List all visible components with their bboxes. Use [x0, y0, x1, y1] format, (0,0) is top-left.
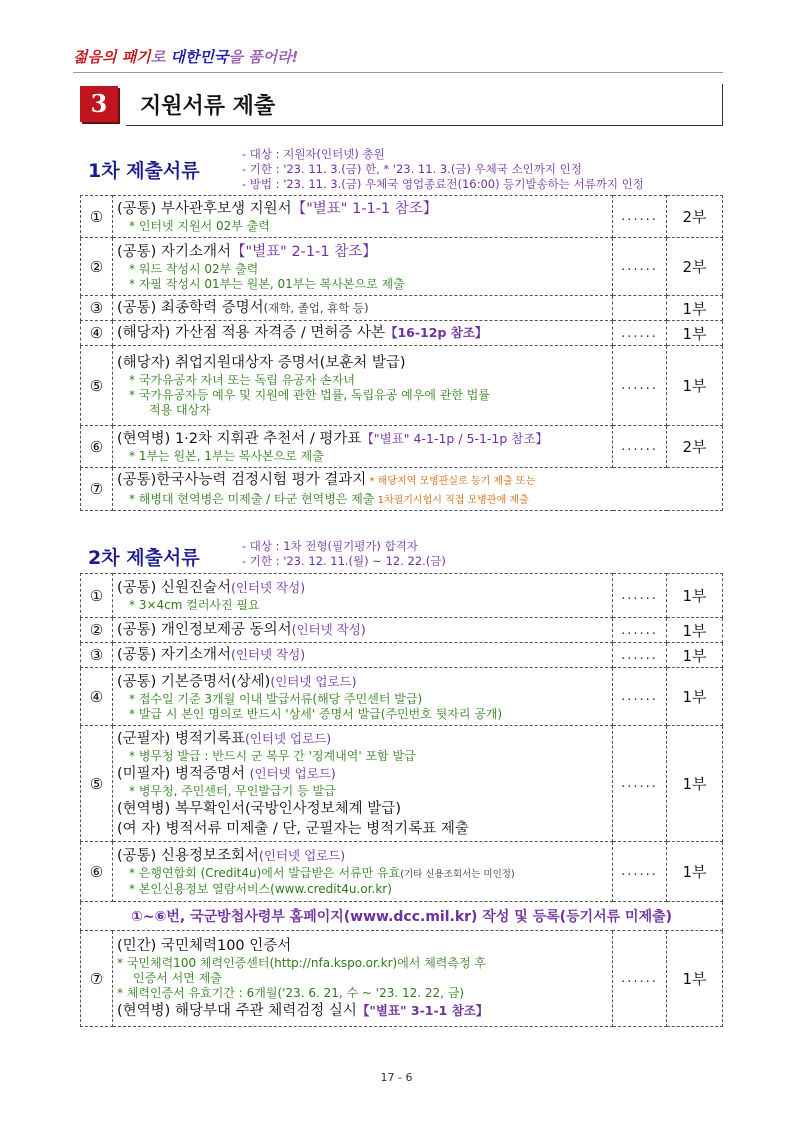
row-number: ⑦: [81, 931, 113, 1027]
row-main-text: (민간) 국민체력100 인증서: [117, 938, 292, 954]
row-number: ⑦: [81, 468, 113, 511]
row-number: ⑤: [81, 726, 113, 842]
row-main-text: (현역병) 복무확인서(국방인사정보체계 발급): [117, 800, 401, 817]
row-dots: ......: [613, 574, 667, 618]
row-quantity: 2부: [667, 238, 723, 296]
row-online-note: (인터넷 작성): [230, 647, 306, 662]
row-body: [113, 426, 613, 468]
row-main-text: (공통)한국사능력 검정시험 평가 결과지: [117, 472, 367, 488]
row-main-text: (공통) 부사관후보생 지원서: [117, 201, 292, 217]
row-note: * 해당지역 모병관실로 등기 제출 또는: [366, 476, 536, 487]
row-main-text: (해당자) 취업지원대상자 증명서(보훈처 발급): [117, 355, 406, 371]
row-sub-note: 적용 대상자: [149, 403, 211, 417]
table-row: [81, 468, 723, 511]
row-sub-note: * 국가유공자등 예우 및 지원에 관한 법률, 독립유공 예우에 관한 법률: [129, 388, 490, 402]
phase1-note: - 방법 : '23. 11. 3.(금) 우체국 영업종료전(16:00) 등기발송하는 서류까지 인정: [242, 177, 644, 191]
row-online-note: (인터넷 업로드): [244, 730, 332, 746]
table-row: [81, 618, 723, 643]
row-main-text: (현역병) 1·2차 지휘관 추천서 / 평가표: [117, 431, 362, 447]
row-small-note: (재학, 졸업, 휴학 등): [263, 301, 369, 315]
row-reference: 【"별표" 4-1-1p / 5-1-1p 참조】: [361, 431, 548, 446]
row-number: ⑥: [81, 842, 113, 902]
row-main-text: (공통) 자기소개서: [117, 647, 231, 663]
row-body: [113, 296, 613, 321]
row-main-text: (여 자) 병적서류 미제출 / 단, 군필자는 병적기록표 제출: [117, 820, 469, 837]
row-quantity: 2부: [667, 196, 723, 238]
phase2-title: 2차 제출서류: [88, 547, 200, 569]
phase2-table: [80, 573, 723, 1027]
row-online-note: (인터넷 업로드): [270, 673, 357, 689]
row-body: [113, 346, 613, 426]
row-number: ①: [81, 196, 113, 238]
row-dots: ......: [613, 238, 667, 296]
row-quantity: 1부: [667, 931, 723, 1027]
row-sub-note: * 은행연합회 (Credit4u)에서 발급받은 서류만 유효: [129, 866, 401, 880]
row-body: [113, 468, 723, 511]
phase2-notes: [242, 539, 446, 569]
page-slogan: [73, 46, 298, 67]
page-number: 17 - 6: [380, 1071, 413, 1084]
row-dots: ......: [613, 668, 667, 726]
table-banner-row: [81, 902, 723, 931]
row-main-text: (해당자) 가산점 적용 자격증 / 면허증 사본: [117, 325, 385, 341]
row-sub-note: * 자필 작성시 01부는 원본, 01부는 복사본으로 제출: [129, 276, 405, 291]
row-body: [113, 238, 613, 296]
row-online-note: (인터넷 작성): [291, 622, 366, 637]
row-body: [113, 668, 613, 726]
section-number-badge: 3: [80, 86, 118, 122]
row-number: ①: [81, 574, 113, 618]
row-sub-note: * 해병대 현역병은 미제출 / 타군 현역병은 제출: [129, 492, 375, 506]
row-main-text: (미필자) 병적증명서: [117, 765, 250, 782]
row-dots: [613, 296, 667, 321]
row-sub-note: * 접수일 기준 3개월 이내 발급서류(해당 주민센터 발급): [129, 691, 423, 706]
row-sub-note: * 국민체력100 체력인증센터(http://nfa.kspo.or.kr)에서 체력측정 후: [117, 956, 486, 970]
row-body: [113, 842, 613, 902]
row-sub-note: * 인터넷 지원서 02부 출력: [129, 219, 270, 233]
row-quantity: 1부: [667, 321, 723, 346]
phase2-note: - 기한 : '23. 12. 11.(월) ~ 12. 22.(금): [242, 554, 446, 568]
row-sub-note: 인증서 서면 제출: [133, 971, 222, 985]
row-online-note: (인터넷 업로드): [249, 765, 336, 781]
row-main-text: (군필자) 병적기록표: [117, 730, 245, 747]
phase2-note: - 대상 : 1차 전형(필기평가) 합격자: [242, 539, 418, 553]
table-row: [81, 842, 723, 902]
table-row: [81, 426, 723, 468]
row-online-note: (인터넷 작성): [230, 580, 306, 595]
slogan-part-2: 로: [150, 48, 171, 66]
table-row: [81, 346, 723, 426]
row-reference: 【"별표" 1-1-1 참조】: [291, 201, 438, 217]
table-row: [81, 321, 723, 346]
row-number: ⑤: [81, 346, 113, 426]
row-number: ②: [81, 238, 113, 296]
row-body: [113, 726, 613, 842]
row-quantity: 1부: [667, 618, 723, 643]
row-number: ③: [81, 643, 113, 668]
table-row: [81, 931, 723, 1027]
row-sub-small-note: (기타 신용조회서는 미인정): [400, 869, 515, 880]
row-number: ④: [81, 668, 113, 726]
row-main-text: (공통) 기본증명서(상세): [117, 673, 271, 690]
row-dots: ......: [613, 618, 667, 643]
table-row: [81, 643, 723, 668]
table-row: [81, 238, 723, 296]
table-row: [81, 574, 723, 618]
row-note: 1차필기시험시 직접 모병관에 제출: [374, 495, 529, 506]
row-sub-note: * 3×4cm 컬러사진 필요: [129, 598, 260, 612]
row-dots: ......: [613, 726, 667, 842]
row-reference: 【"별표" 2-1-1 참조】: [230, 243, 377, 260]
row-sub-note: * 국가유공자 자녀 또는 독립 유공자 손자녀: [129, 373, 355, 387]
row-quantity: 1부: [667, 726, 723, 842]
row-dots: ......: [613, 842, 667, 902]
row-sub-note: * 1부는 원본, 1부는 복사본으로 제출: [129, 449, 324, 463]
row-reference: 【"별표" 3-1-1 참조】: [356, 1003, 489, 1018]
row-dots: ......: [613, 346, 667, 426]
row-dots: ......: [613, 643, 667, 668]
phase1-table: [80, 195, 723, 511]
section-title-box: [126, 84, 723, 126]
row-online-note: (인터넷 업로드): [259, 848, 346, 863]
slogan-part-1: 젊음의 패기: [73, 48, 151, 66]
row-sub-note: * 병무청 발급 : 반드시 군 복무 간 '징계내역' 포함 발급: [129, 748, 416, 763]
row-sub-note: * 병무청, 주민센터, 무인발급기 등 발급: [129, 783, 336, 798]
row-dots: ......: [613, 426, 667, 468]
section-title: 지원서류 제출: [140, 94, 276, 119]
row-quantity: 1부: [667, 668, 723, 726]
row-body: [113, 931, 613, 1027]
row-quantity: 1부: [667, 296, 723, 321]
row-body: [113, 574, 613, 618]
row-number: ②: [81, 618, 113, 643]
row-dots: ......: [613, 196, 667, 238]
row-dots: ......: [613, 931, 667, 1027]
slogan-part-3: 대한민국: [170, 48, 229, 66]
table-row: [81, 668, 723, 726]
phase1-notes: [242, 147, 644, 192]
row-quantity: 1부: [667, 574, 723, 618]
row-sub-note: * 본인신용정보 열람서비스(www.credit4u.or.kr): [129, 882, 392, 896]
row-body: [113, 618, 613, 643]
row-number: ④: [81, 321, 113, 346]
row-main-text: (현역병) 해당부대 주관 체력검정 실시: [117, 1003, 357, 1019]
header-rule: [73, 72, 723, 73]
row-sub-note: * 워드 작성시 02부 출력: [129, 261, 259, 276]
row-body: [113, 321, 613, 346]
row-sub-note: * 발급 시 본인 명의로 반드시 '상세' 증명서 발급(주민번호 뒷자리 공개): [129, 706, 503, 721]
table-row: [81, 726, 723, 842]
row-main-text: (공통) 개인정보제공 동의서: [117, 622, 292, 638]
phase1-note: - 기한 : '23. 11. 3.(금) 한, * '23. 11. 3.(금) 우체국 소인까지 인정: [242, 162, 582, 176]
phase1-note: - 대상 : 지원자(인터넷) 총원: [242, 147, 385, 161]
row-quantity: 1부: [667, 643, 723, 668]
row-quantity: 1부: [667, 346, 723, 426]
row-body: [113, 643, 613, 668]
row-main-text: (공통) 신원진술서: [117, 580, 231, 596]
table-row: [81, 196, 723, 238]
row-reference: 【16-12p 참조】: [384, 325, 488, 340]
row-main-text: (공통) 자기소개서: [117, 243, 231, 260]
row-dots: ......: [613, 321, 667, 346]
table-row: [81, 296, 723, 321]
row-main-text: (공통) 최종학력 증명서: [117, 300, 264, 316]
row-quantity: 2부: [667, 426, 723, 468]
row-body: [113, 196, 613, 238]
banner-text: ①~⑥번, 국군방첩사령부 홈페이지(www.dcc.mil.kr) 작성 및 등록(등기서류 미제출): [81, 902, 723, 931]
phase1-title: 1차 제출서류: [88, 160, 200, 182]
row-sub-note: * 체력인증서 유효기간 : 6개월('23. 6. 21, 수 ~ '23. 12. 22, 금): [117, 986, 465, 1000]
row-quantity: 1부: [667, 842, 723, 902]
row-number: ⑥: [81, 426, 113, 468]
row-main-text: (공통) 신용정보조회서: [117, 848, 259, 864]
section-header: [80, 84, 723, 126]
slogan-part-4: 을 품어라!: [228, 48, 299, 66]
row-number: ③: [81, 296, 113, 321]
